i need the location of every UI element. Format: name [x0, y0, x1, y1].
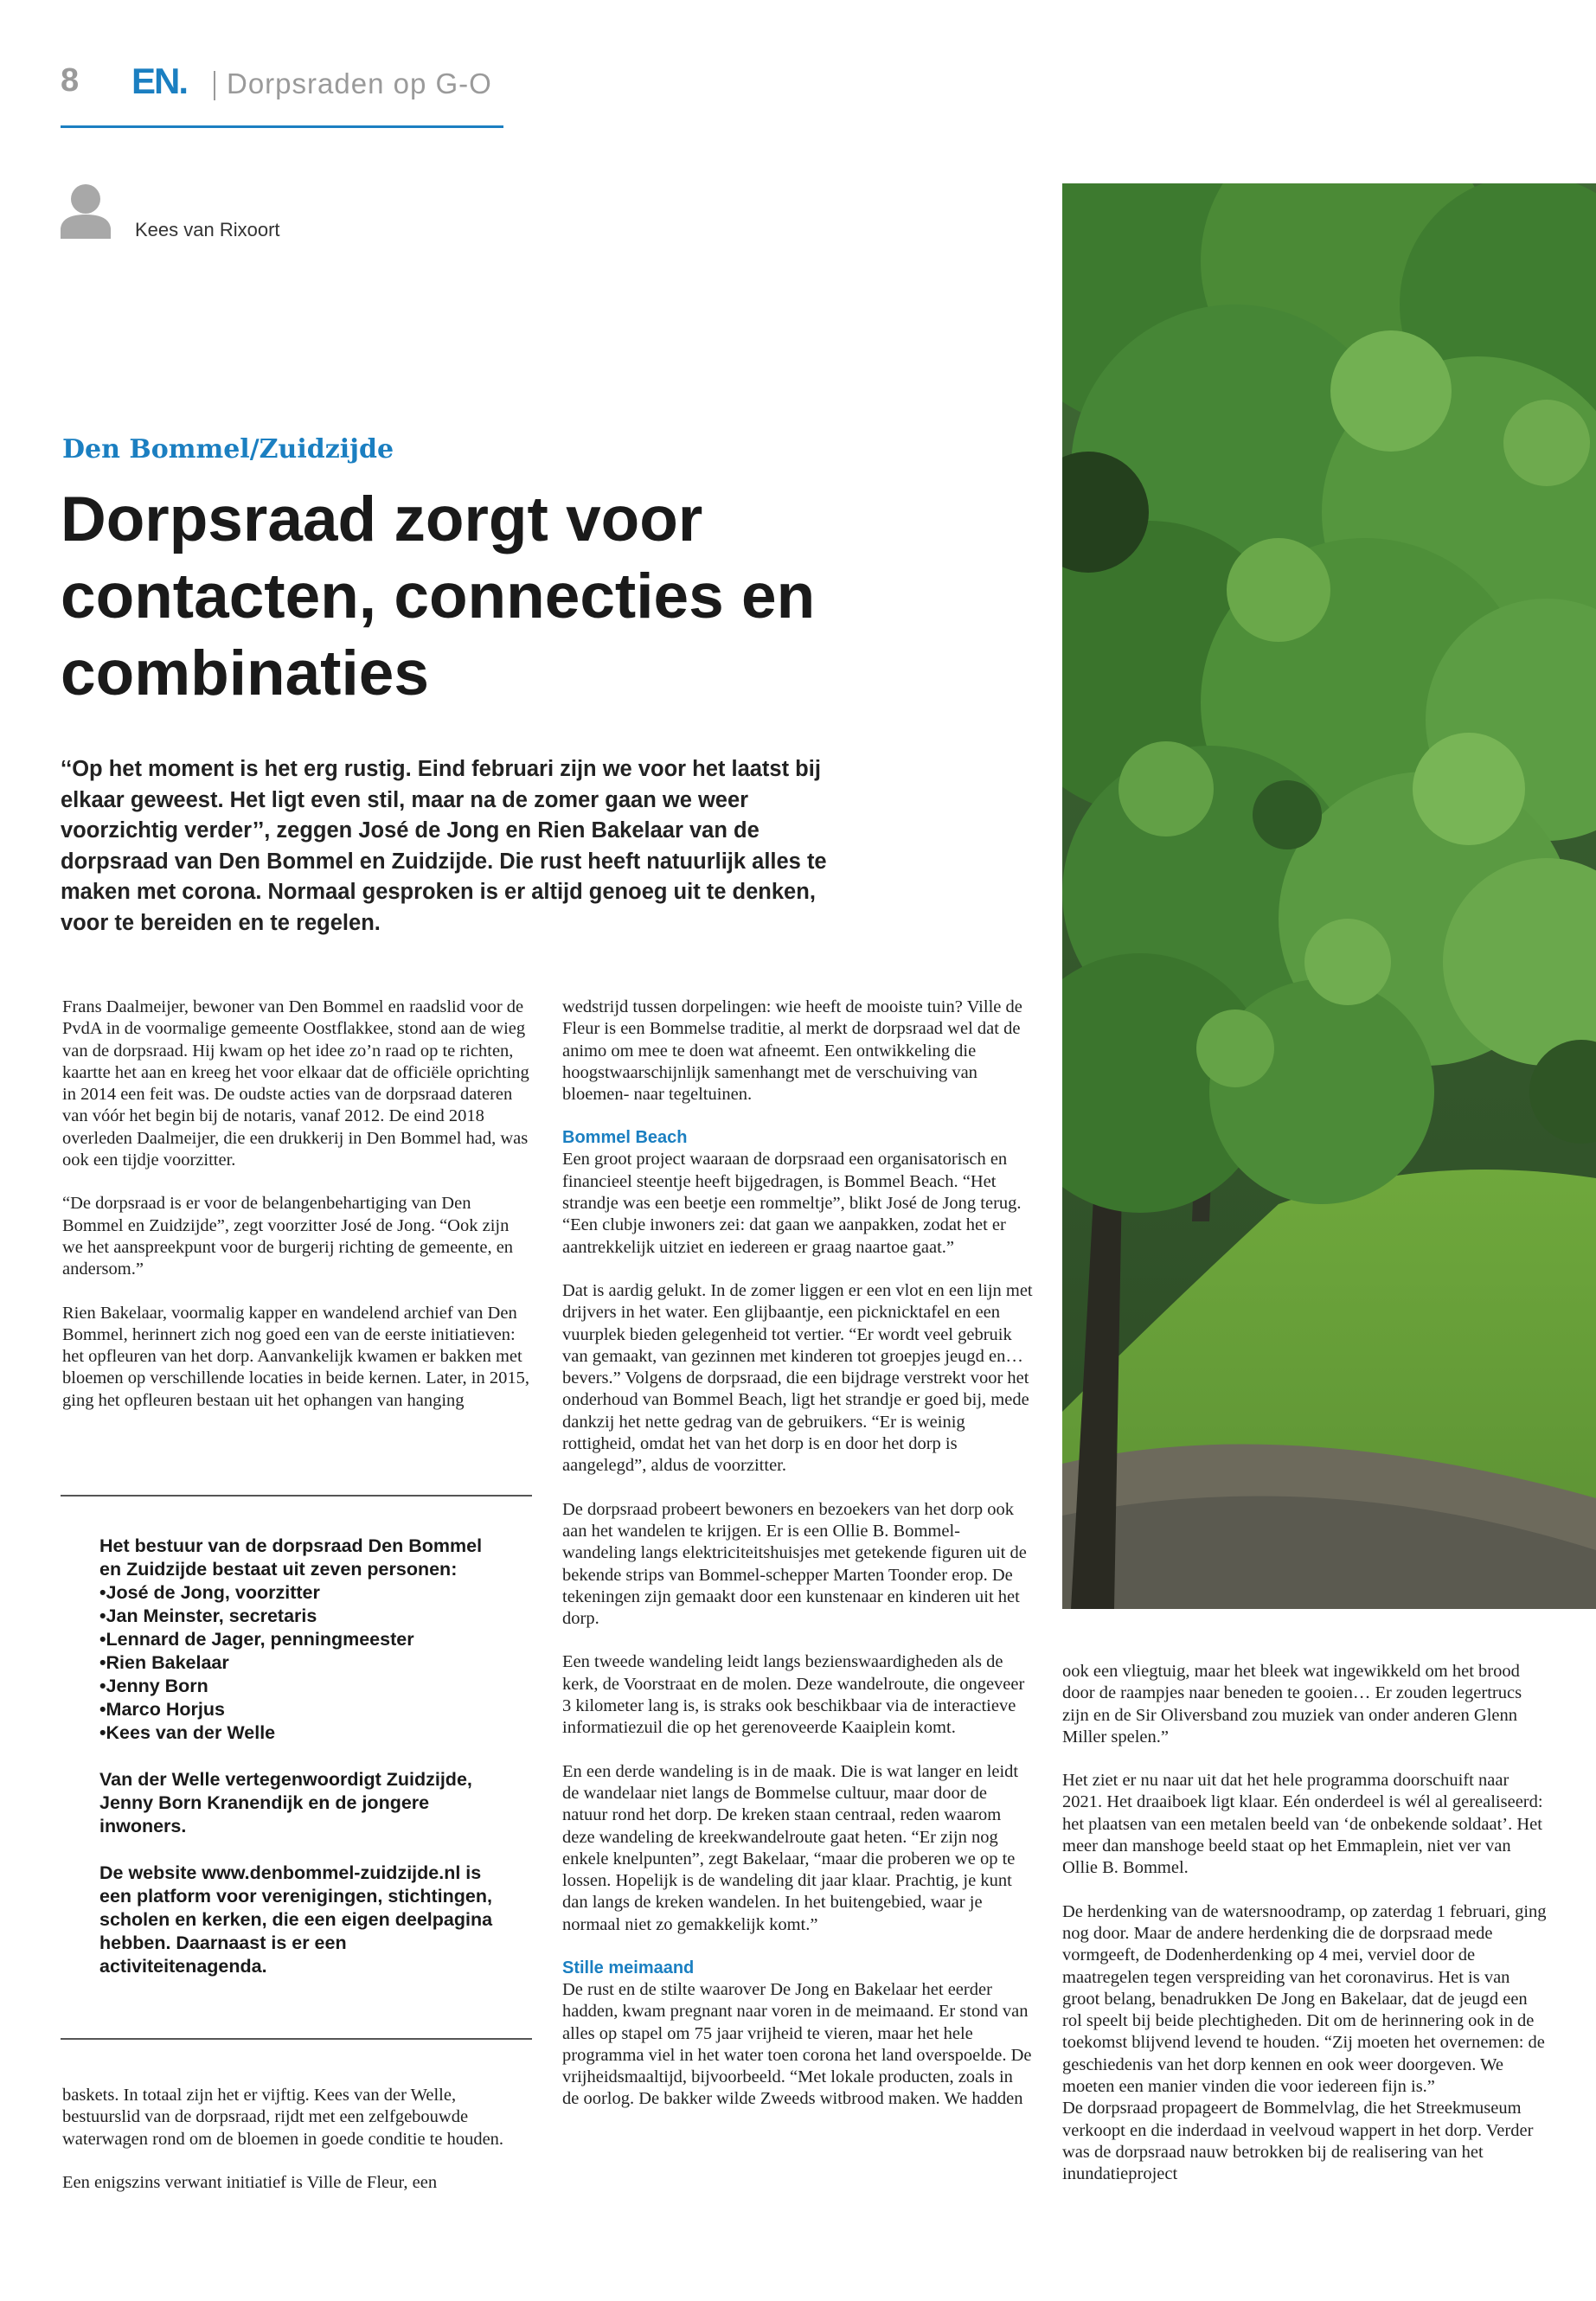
header-divider — [214, 71, 215, 100]
subheading-stille-meimaand: Stille meimaand — [562, 1958, 695, 1977]
article-column-1-continued — [62, 2085, 534, 2215]
paragraph: Het ziet er nu naar uit dat het hele programma doorschuift naar 2021. Het draaiboek ligt klaar. Eén onderdeel is wél al gerealiseerd: het plaatsen van een metalen beeld van ‘de onbekende soldaat’. Het meer dan manshoge beeld staat op het Emmaplein, niet ver van Ollie B. Bommel. — [1062, 1771, 1543, 1878]
header-rule — [61, 125, 503, 128]
article-kicker: Den Bommel/Zuidzijde — [62, 434, 394, 465]
paragraph: De dorpsraad probeert bewoners en bezoekers van het dorp ook aan het wandelen te krijgen. Er is een Ollie B. Bommel-wandeling langs elektriciteitshuisjes met getekende figuren uit de bekende strips van Bommel-schepper Marten Toonder erop. De tekeningen zijn gemaakt door een kunstenaar en kinderen uit het dorp. — [562, 1499, 1027, 1629]
article-lead: ‘‘Op het moment is het erg rustig. Eind februari zijn we voor het laatst bij elkaar geweest. Het ligt even stil, maar na de zomer gaan we weer voorzichtig verder’’, zeggen José de Jong en Rien Bakelaar van de dorpsraad van Den Bommel en Zuidzijde. Die rust heeft natuurlijk alles te maken met corona. Normaal gesproken is er altijd genoeg uit te denken, voor te bereiden en te regelen. — [61, 757, 827, 935]
publication-logo: EN. — [131, 61, 188, 101]
board-member: • Rien Bakelaar — [99, 1651, 506, 1675]
paragraph: Rien Bakelaar, voormalig kapper en wandelend archief van Den Bommel, herinnert zich nog goed een van de eerste initiatieven: het opfleuren van het dorp. Aanvankelijk kwamen er bakken met bloemen op verschillende locaties in beide kernen. Later, in 2015, ging het opfleuren bestaan uit het ophangen van hanging — [62, 1303, 529, 1410]
box-rule-top — [61, 1495, 532, 1497]
paragraph: Een groot project waaraan de dorpsraad een organisatorisch en financieel steentje heeft bijgedragen, is Bommel Beach. “Het strandje was een beetje een rommeltje”, blikt José de Jong terug. “Een clubje inwoners zei: dat gaan we aanpakken, zodat het er aantrekkelijk uitziet en iedereen er graag naartoe gaat.” — [562, 1150, 1022, 1257]
paragraph: Dat is aardig gelukt. In de zomer liggen er een vlot en een lijn met drijvers in het water. Een glijbaantje, een picknicktafel en een vuurplek bieden gelegenheid tot vertier. “Er wordt veel gebruik van gemaakt, van gezinnen met kinderen tot groepjes jeugd en… bevers.” Volgens de dorpsraad, die een bijdrage verstrekt voor het onderhoud van Bommel Beach, ligt het strandje er goed bij, mede dankzij het nette gedrag van de gebruikers. “Er is weinig rottigheid, omdat het van het dorp is en door het dorp is aangelegd”, aldus de voorzitter. — [562, 1280, 1033, 1476]
board-member: • Marco Horjus — [99, 1698, 506, 1721]
article-column-1 — [62, 997, 534, 1412]
paragraph: De dorpsraad propageert de Bommelvlag, die het Streekmuseum verkoopt en die inderdaad in veelvoud wappert in het dorp. Verder was de dorpsraad nauw betrokken bij de realisering van het inundatieproject — [1062, 2099, 1534, 2184]
board-info-box — [99, 1535, 506, 2002]
page-number: 8 — [61, 62, 80, 99]
article-column-2 — [562, 997, 1034, 2111]
box-website: De website www.denbommel-zuidzijde.nl is een platform voor verenigingen, stichtingen, scholen en kerken, die een eigen deelpagina hebben. Daarnaast is er een activiteitenagenda. — [99, 1862, 493, 1977]
subheading-bommel-beach: Bommel Beach — [562, 1128, 688, 1148]
tree-photo — [1062, 183, 1596, 1609]
paragraph: En een derde wandeling is in de maak. Die is wat langer en leidt de wandelaar niet langs de Bommelse cultuur, maar door de natuur rond het dorp. De kreken staan centraal, reden waarom deze wandeling de kreekwandelroute gaat heten. “Er zijn nog enkele knelpunten”, zegt Bakelaar, “maar die proberen we op te lossen. Hopelijk is de wandeling dit jaar klaar. Prachtig, je kunt dan langs de kreken wandelen. In het buitengebied, waar je normaal niet zo gemakkelijk komt.” — [562, 1761, 1019, 1934]
author-name: Kees van Rixoort — [135, 219, 280, 240]
person-icon — [61, 182, 111, 239]
paragraph: De herdenking van de watersnoodramp, op zaterdag 1 februari, ging nog door. Maar de andere herdenking die de dorpsraad mede vormgeeft, de Dodenherdenking op 4 mei, verviel door de maatregelen tegen verspreiding van het coronavirus. Het is van groot belang, benadrukken De Jong en Bakelaar, dat de jeugd een rol speelt bij beide plechtigheden. Dit om de herinnering ook in de toekomst blijvend levend te houden. “Zij moeten het overnemen: de geschiedenis van het dorp kennen en ook weer doorgeven. We moeten een manier vinden die voor iedereen fijn is.” — [1062, 1901, 1547, 2097]
board-member: • Jan Meinster, secretaris — [99, 1605, 506, 1628]
board-member: • Jenny Born — [99, 1675, 506, 1698]
paragraph: wedstrijd tussen dorpelingen: wie heeft de mooiste tuin? Ville de Fleur is een Bommelse traditie, al merkt de dorpsraad wel dat de animo om mee te doen wat afneemt. Een ontwikkeling die hoogstwaarschijnlijk samenhangt met de verschuiving van bloemen- naar tegeltuinen. — [562, 997, 1022, 1105]
box-rule-bottom — [61, 2038, 532, 2040]
paragraph: Een tweede wandeling leidt langs bezienswaardigheden als de kerk, de Voorstraat en de molen. Deze wandelroute, die ongeveer 3 kilometer lang is, is straks ook beschikbaar via de interactieve informatiezuil die op het gerenoveerde Kaaiplein komt. — [562, 1652, 1025, 1738]
board-member: • José de Jong, voorzitter — [99, 1581, 506, 1605]
article-column-3 — [1062, 1661, 1547, 2186]
board-member: • Kees van der Welle — [99, 1721, 506, 1745]
article-headline: Dorpsraad zorgt voor contacten, connecties en combinaties — [61, 484, 816, 708]
board-member: • Lennard de Jager, penningmeester — [99, 1628, 506, 1651]
paragraph: Een enigszins verwant initiatief is Ville de Fleur, een — [62, 2172, 438, 2192]
paragraph: “De dorpsraad is er voor de belangenbehartiging van Den Bommel en Zuidzijde”, zegt voorzitter José de Jong. “Ook zijn we het aanspreekpunt voor de burgerij richting de gemeente, en andersom.” — [62, 1194, 514, 1279]
paragraph: ook een vliegtuig, maar het bleek wat ingewikkeld om het brood door de raampjes naar beneden te gooien… Er zouden legertrucs zijn en de Sir Oliversband zou muziek van onder anderen Glenn Miller spelen.” — [1062, 1662, 1522, 1747]
paragraph: Frans Daalmeijer, bewoner van Den Bommel en raadslid voor de PvdA in de voormalige gemeente Oostflakkee, stond aan de wieg van de dorpsraad. Hij kwam op het idee zo’n raad op te richten, kaartte het aan en kreeg het voor elkaar dat de officiële oprichting in 2014 een feit was. De oudste acties van de dorpsraad dateren van vóór het begin bij de notaris, vanaf 2012. De eind 2018 overleden Daalmeijer, die een drukkerij in Den Bommel had, was ook een tijdje voorzitter. — [62, 997, 529, 1170]
section-title: Dorpsraden op G-O — [227, 67, 492, 99]
board-member-list — [99, 1581, 506, 1745]
paragraph: De rust en de stilte waarover De Jong en Bakelaar het eerder hadden, kwam pregnant naar voren in de meimaand. Er stond van alles op stapel om 75 jaar vrijheid te vieren, maar het hele programma viel in het water toen corona het land overspoelde. De vrijheidsmaaltijd, bijvoorbeeld. “Met lokale producten, zoals in de oorlog. De bakker wilde Zweeds witbrood maken. We hadden — [562, 1979, 1032, 2109]
paragraph: baskets. In totaal zijn het er vijftig. Kees van der Welle, bestuurslid van de dorpsraad, rijdt met een zelfgebouwde waterwagen rond om de bloemen in goede conditie te houden. — [62, 2086, 504, 2149]
box-note: Van der Welle vertegenwoordigt Zuidzijde, Jenny Born Kranendijk en de jongere inwoners. — [99, 1769, 472, 1836]
box-intro: Het bestuur van de dorpsraad Den Bommel en Zuidzijde bestaat uit zeven personen: — [99, 1535, 483, 1580]
